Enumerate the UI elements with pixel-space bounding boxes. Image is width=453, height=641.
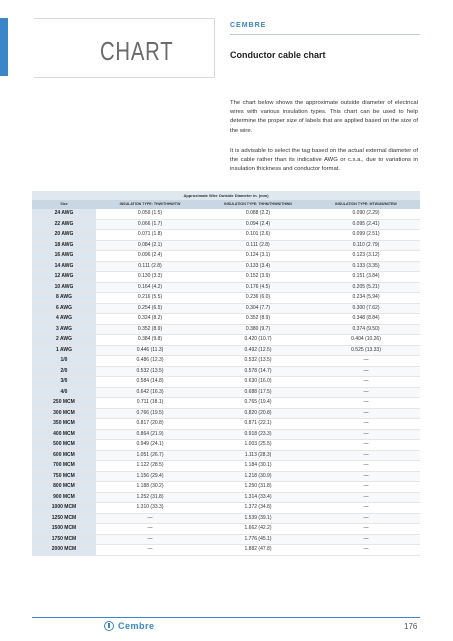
table-cell-diameter: 0.071 (1.8) [96, 230, 204, 241]
table-cell-diameter: — [312, 524, 420, 535]
table-row [32, 461, 420, 472]
table-cell-diameter: 1.662 (42.2) [204, 524, 312, 535]
table-cell-diameter: 0.123 (3.12) [312, 251, 420, 262]
table-cell-diameter: — [312, 492, 420, 503]
table-row [32, 408, 420, 419]
table-cell-diameter: 1.156 (29.4) [96, 471, 204, 482]
table-cell-diameter: 0.152 (3.9) [204, 272, 312, 283]
table-cell-diameter: 0.864 (21.9) [96, 429, 204, 440]
table-cell-diameter: — [312, 440, 420, 451]
table-cell-diameter: — [312, 387, 420, 398]
table-row [32, 482, 420, 493]
table-cell-diameter: 0.176 (4.5) [204, 282, 312, 293]
table-cell-diameter: 0.088 (2.2) [204, 209, 312, 219]
table-cell-diameter: 0.216 (5.5) [96, 293, 204, 304]
table-row [32, 251, 420, 262]
table-cell-size: 12 AWG [32, 272, 96, 283]
table-row [32, 429, 420, 440]
table-cell-diameter: — [312, 471, 420, 482]
table-cell-diameter: 0.688 (17.5) [204, 387, 312, 398]
table-cell-diameter: 1.539 (39.1) [204, 513, 312, 524]
table-cell-size: 14 AWG [32, 261, 96, 272]
table-cell-diameter: 0.151 (3.84) [312, 272, 420, 283]
table-row [32, 345, 420, 356]
table-cell-diameter: 1.188 (30.2) [96, 482, 204, 493]
table-row [32, 450, 420, 461]
table-row [32, 377, 420, 388]
table-cell-diameter: 0.234 (5.94) [312, 293, 420, 304]
table-cell-size: 1500 MCM [32, 524, 96, 535]
table-cell-diameter: 1.218 (30.9) [204, 471, 312, 482]
table-cell-size: 400 MCM [32, 429, 96, 440]
page-title: CHART [100, 36, 174, 66]
table-cell-size: 300 MCM [32, 408, 96, 419]
page-number: 176 [404, 622, 418, 631]
table-cell-size: 1750 MCM [32, 534, 96, 545]
footer-divider [32, 617, 420, 618]
table-cell-diameter: 0.095 (2.41) [312, 219, 420, 230]
table-row [32, 524, 420, 535]
table-row [32, 230, 420, 241]
table-cell-diameter: 0.871 (22.1) [204, 419, 312, 430]
intro-paragraph-1: The chart below shows the approximate outside diameter of electrical wires with various insulation types. This chart can be used to help determine the proper size of labels that are applied based on the size of the wire. [230, 100, 418, 134]
table-cell-diameter: 0.236 (6.0) [204, 293, 312, 304]
table-cell-diameter: 0.099 (2.51) [312, 230, 420, 241]
table-cell-size: 8 AWG [32, 293, 96, 304]
table-cell-diameter: 0.130 (3.3) [96, 272, 204, 283]
table-cell-size: 3 AWG [32, 324, 96, 335]
table-row [32, 492, 420, 503]
table-cell-diameter: 0.374 (9.50) [312, 324, 420, 335]
table-row [32, 261, 420, 272]
table-row [32, 240, 420, 251]
table-row [32, 282, 420, 293]
table-cell-diameter: — [96, 513, 204, 524]
table-row [32, 314, 420, 325]
table-cell-diameter: 1.882 (47.8) [204, 545, 312, 556]
table-group-header: Approximate Wire Outside Diameter in. (mm) [32, 191, 420, 200]
table-cell-diameter: 0.090 (2.29) [312, 209, 420, 219]
table-row [32, 398, 420, 409]
table-row [32, 324, 420, 335]
table-cell-diameter: 0.164 (4.2) [96, 282, 204, 293]
table-cell-diameter: 1.003 (25.5) [204, 440, 312, 451]
table-cell-size: 800 MCM [32, 482, 96, 493]
table-cell-size: 700 MCM [32, 461, 96, 472]
table-row [32, 356, 420, 367]
table-cell-size: 1000 MCM [32, 503, 96, 514]
table-cell-diameter: 0.094 (2.4) [204, 219, 312, 230]
table-cell-diameter: — [312, 356, 420, 367]
table-cell-size: 500 MCM [32, 440, 96, 451]
table-cell-diameter: 0.918 (23.3) [204, 429, 312, 440]
table-cell-diameter: — [312, 482, 420, 493]
table-cell-diameter: 0.532 (13.5) [96, 366, 204, 377]
table-cell-diameter: 0.820 (20.8) [204, 408, 312, 419]
table-cell-diameter: 0.578 (14.7) [204, 366, 312, 377]
footer-logo [104, 621, 155, 631]
table-cell-diameter: 1.184 (30.1) [204, 461, 312, 472]
table-cell-size: 2 AWG [32, 335, 96, 346]
table-cell-diameter: 0.642 (16.3) [96, 387, 204, 398]
brand-divider [230, 34, 420, 35]
table-cell-diameter: 0.525 (13.33) [312, 345, 420, 356]
table-cell-diameter: — [312, 398, 420, 409]
column-header-size: Size [32, 200, 96, 209]
cable-chart-table [32, 200, 420, 556]
table-cell-diameter: 0.348 (8.84) [312, 314, 420, 325]
table-cell-size: 600 MCM [32, 450, 96, 461]
table-cell-diameter: — [312, 513, 420, 524]
brand-name: CEMBRE [230, 22, 267, 29]
table-cell-diameter: 1.310 (33.3) [96, 503, 204, 514]
table-cell-diameter: 0.133 (3.4) [204, 261, 312, 272]
table-row [32, 440, 420, 451]
table-cell-size: 6 AWG [32, 303, 96, 314]
table-cell-diameter: 0.133 (3.35) [312, 261, 420, 272]
table-cell-size: 2000 MCM [32, 545, 96, 556]
table-row [32, 366, 420, 377]
table-cell-diameter: 0.532 (13.5) [204, 356, 312, 367]
table-row [32, 471, 420, 482]
table-cell-diameter: 0.584 (14.8) [96, 377, 204, 388]
table-cell-size: 4 AWG [32, 314, 96, 325]
side-accent-tab [0, 18, 8, 76]
table-cell-diameter: 0.101 (2.6) [204, 230, 312, 241]
table-cell-diameter: 0.420 (10.7) [204, 335, 312, 346]
table-body [32, 209, 420, 555]
table-cell-diameter: 1.776 (45.1) [204, 534, 312, 545]
table-cell-size: 250 MCM [32, 398, 96, 409]
table-cell-diameter: 1.314 (33.4) [204, 492, 312, 503]
table-row [32, 303, 420, 314]
table-cell-diameter: 0.766 (19.5) [96, 408, 204, 419]
table-cell-size: 24 AWG [32, 209, 96, 219]
column-header-thhn: INSULATION TYPE: THHN/THWN/THWN [204, 200, 312, 209]
section-title: Conductor cable chart [230, 50, 326, 60]
table-cell-diameter: 0.124 (3.1) [204, 251, 312, 262]
table-cell-diameter: 0.492 (12.5) [204, 345, 312, 356]
table-cell-diameter: 0.446 (11.3) [96, 345, 204, 356]
table-cell-diameter: — [312, 408, 420, 419]
table-cell-diameter: 0.084 (2.1) [96, 240, 204, 251]
table-row [32, 387, 420, 398]
table-cell-diameter: — [312, 419, 420, 430]
table-cell-diameter: 0.111 (2.8) [204, 240, 312, 251]
table-cell-size: 16 AWG [32, 251, 96, 262]
table-cell-diameter: — [312, 461, 420, 472]
table-row [32, 272, 420, 283]
table-cell-diameter: 0.711 (18.1) [96, 398, 204, 409]
table-row [32, 534, 420, 545]
table-cell-diameter: 0.630 (16.0) [204, 377, 312, 388]
table-cell-size: 750 MCM [32, 471, 96, 482]
table-row [32, 503, 420, 514]
table-cell-size: 1 AWG [32, 345, 96, 356]
table-cell-diameter: — [312, 503, 420, 514]
table-cell-diameter: 1.113 (28.3) [204, 450, 312, 461]
table-cell-diameter: — [312, 534, 420, 545]
table-cell-diameter: — [312, 545, 420, 556]
table-cell-diameter: 0.205 (5.21) [312, 282, 420, 293]
table-cell-diameter: 0.765 (19.4) [204, 398, 312, 409]
cable-chart-table-wrap [32, 191, 420, 556]
table-cell-diameter: — [312, 429, 420, 440]
table-cell-diameter: 1.051 (26.7) [96, 450, 204, 461]
table-cell-diameter: 0.380 (9.7) [204, 324, 312, 335]
table-cell-diameter: 0.352 (8.9) [204, 314, 312, 325]
table-cell-diameter: 0.059 (1.5) [96, 209, 204, 219]
cembre-logo-icon [104, 621, 114, 631]
table-cell-diameter: 0.324 (8.2) [96, 314, 204, 325]
table-cell-size: 22 AWG [32, 219, 96, 230]
table-row [32, 219, 420, 230]
table-cell-diameter: — [96, 524, 204, 535]
column-header-mtw: INSULATION TYPE: MTW/AWM/TEW [312, 200, 420, 209]
table-row [32, 293, 420, 304]
table-cell-diameter: 0.384 (9.8) [96, 335, 204, 346]
table-cell-size: 10 AWG [32, 282, 96, 293]
footer-logo-text: Cembre [118, 621, 155, 631]
table-row [32, 545, 420, 556]
table-cell-diameter: — [96, 545, 204, 556]
table-cell-diameter: 0.404 (10.26) [312, 335, 420, 346]
table-cell-size: 3/0 [32, 377, 96, 388]
table-cell-diameter: 1.252 (31.8) [96, 492, 204, 503]
table-row [32, 419, 420, 430]
column-header-thw: INSULATION TYPE: THW/THHW/TW [96, 200, 204, 209]
table-cell-diameter: 1.250 (31.8) [204, 482, 312, 493]
table-cell-diameter: 0.817 (20.8) [96, 419, 204, 430]
table-cell-diameter: 1.372 (34.8) [204, 503, 312, 514]
table-cell-size: 1250 MCM [32, 513, 96, 524]
table-cell-diameter: 1.122 (28.5) [96, 461, 204, 472]
table-cell-diameter: 0.304 (7.7) [204, 303, 312, 314]
table-cell-diameter: 0.254 (6.5) [96, 303, 204, 314]
intro-paragraph-2: It is advisable to select the tag based on the actual external diameter of the cable rather than its indicative AWG or c.s.a., due to variations in insulation thickness and conductor format. [230, 147, 418, 173]
table-header-row [32, 200, 420, 209]
table-cell-diameter: 0.300 (7.62) [312, 303, 420, 314]
table-cell-diameter: — [312, 366, 420, 377]
intro-text [230, 99, 418, 185]
table-cell-size: 18 AWG [32, 240, 96, 251]
table-row [32, 335, 420, 346]
table-cell-diameter: 0.110 (2.79) [312, 240, 420, 251]
table-cell-size: 2/0 [32, 366, 96, 377]
table-cell-diameter: 0.096 (2.4) [96, 251, 204, 262]
table-cell-size: 900 MCM [32, 492, 96, 503]
table-cell-size: 20 AWG [32, 230, 96, 241]
table-cell-size: 350 MCM [32, 419, 96, 430]
table-cell-diameter: 0.949 (24.1) [96, 440, 204, 451]
table-cell-diameter: 0.066 (1.7) [96, 219, 204, 230]
table-cell-diameter: 0.352 (8.9) [96, 324, 204, 335]
table-cell-diameter: — [312, 450, 420, 461]
table-cell-size: 1/0 [32, 356, 96, 367]
table-cell-size: 4/0 [32, 387, 96, 398]
table-row [32, 513, 420, 524]
table-row [32, 209, 420, 219]
table-cell-diameter: — [96, 534, 204, 545]
table-cell-diameter: 0.486 (12.3) [96, 356, 204, 367]
table-cell-diameter: 0.111 (2.8) [96, 261, 204, 272]
table-cell-diameter: — [312, 377, 420, 388]
